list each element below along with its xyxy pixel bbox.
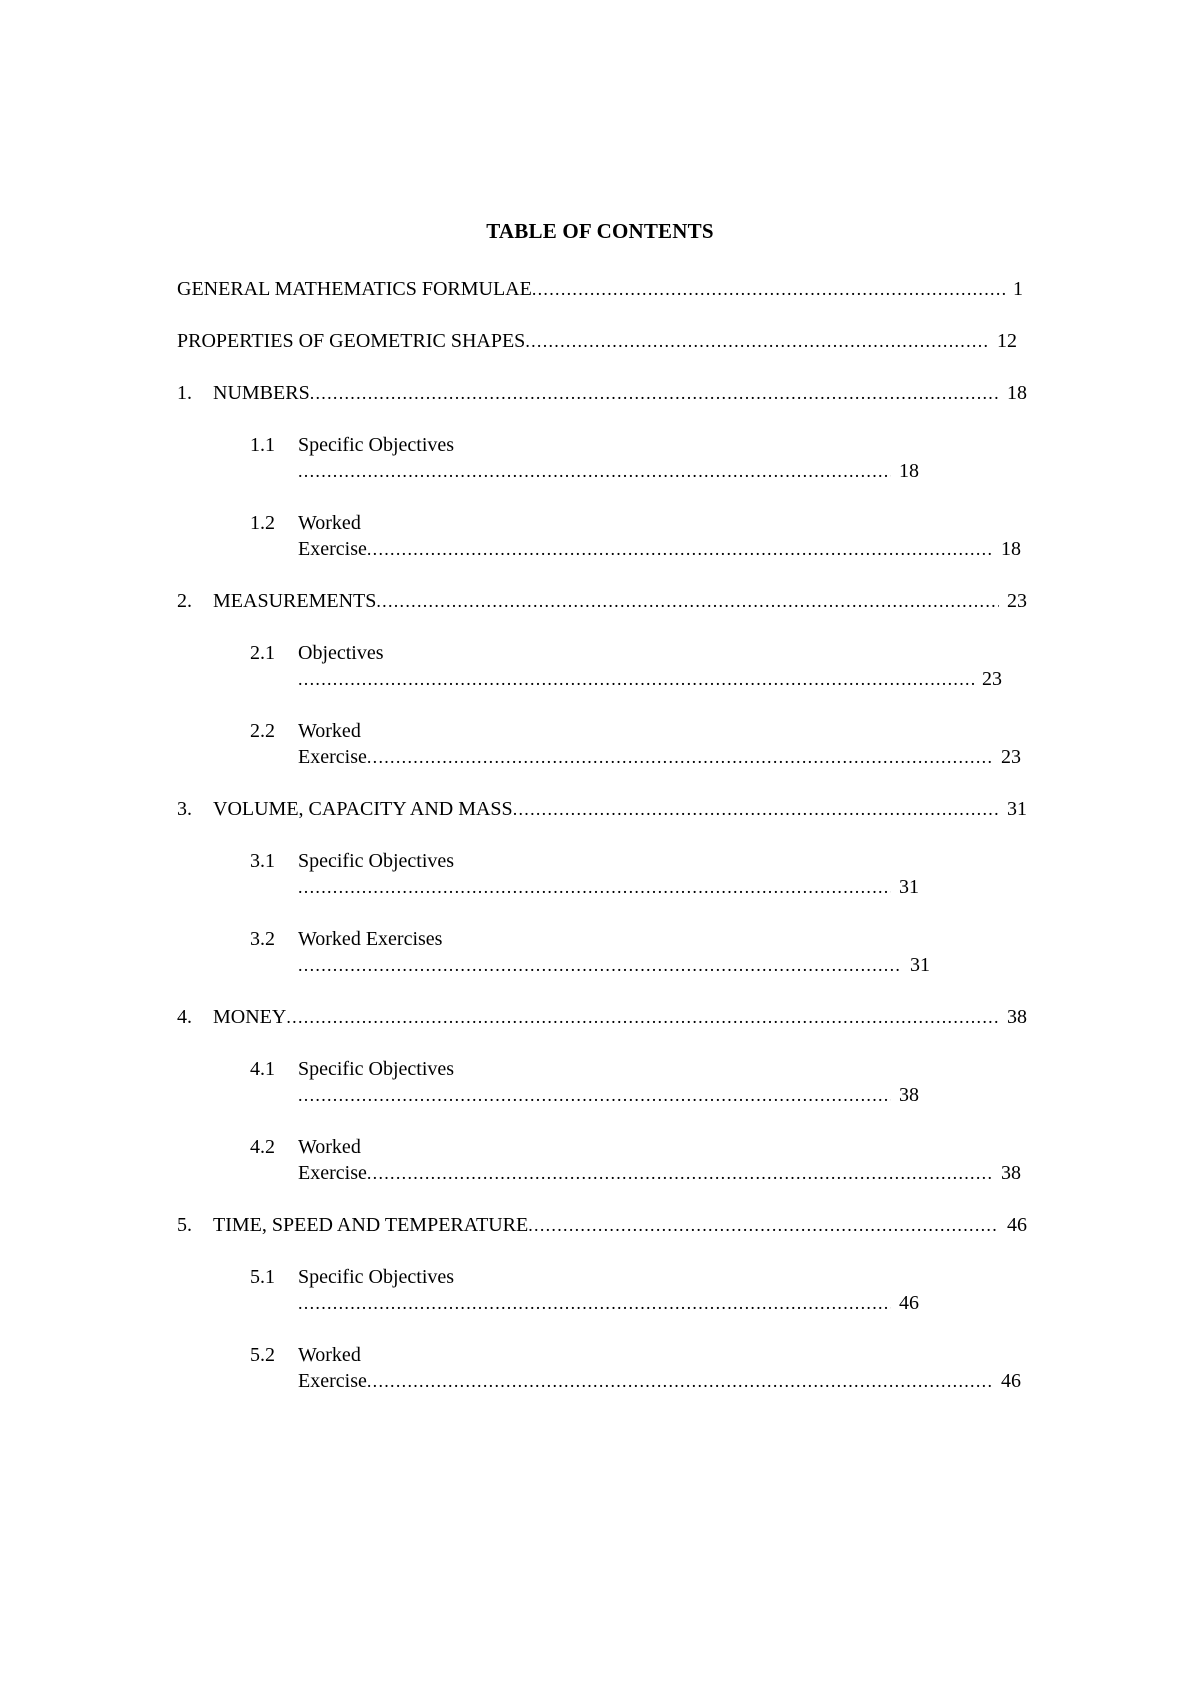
toc-entry-label[interactable]: Worked [298,1344,361,1366]
leader-dots [286,1004,999,1030]
leader-dots [298,458,891,484]
toc-entry-label[interactable]: Worked [298,720,361,742]
toc-entry-label: NUMBERS [213,382,310,404]
toc-entry-time-worked[interactable] [298,1368,1021,1394]
toc-entry-label-continued: Exercise [298,746,367,768]
toc-entry-geometric-shapes[interactable] [177,328,1017,354]
toc-entry-label: PROPERTIES OF GEOMETRIC SHAPES [177,330,526,352]
toc-entry-volume-worked[interactable] [298,952,930,978]
toc-entry-label-continued: Exercise [298,1370,367,1392]
toc-page-number: 38 [1007,1006,1027,1028]
toc-entry-measurements-worked[interactable] [298,744,1021,770]
subsection-number: 5.2 [250,1344,275,1366]
leader-dots [310,380,999,406]
toc-entry-label[interactable]: Worked [298,1136,361,1158]
leader-dots [367,536,993,562]
leader-dots [298,952,902,978]
toc-page-number: 23 [1007,590,1027,612]
subsection-number: 1.2 [250,512,275,534]
section-number: 1. [177,382,192,404]
toc-page-number: 38 [1001,1162,1021,1184]
leader-dots [525,328,989,354]
section-number: 3. [177,798,192,820]
toc-page-number: 31 [910,954,930,976]
toc-entry-numbers-objectives[interactable] [298,458,919,484]
toc-entry-label: TIME, SPEED AND TEMPERATURE [213,1214,529,1236]
toc-page-number: 18 [899,460,919,482]
toc-entry-label: MONEY [213,1006,287,1028]
toc-page-number: 18 [1001,538,1021,560]
toc-entry-label[interactable]: Worked [298,512,361,534]
toc-entry-volume-objectives[interactable] [298,874,919,900]
leader-dots [298,666,974,692]
subsection-number: 2.2 [250,720,275,742]
toc-entry-label[interactable]: Specific Objectives [298,1058,455,1080]
leader-dots [367,1368,993,1394]
toc-entry-numbers-worked[interactable] [298,536,1021,562]
toc-entry-time[interactable] [177,1212,1027,1238]
leader-dots [298,874,891,900]
toc-page-number: 23 [982,668,1002,690]
toc-page-number: 18 [1007,382,1027,404]
section-number: 4. [177,1006,192,1028]
leader-dots [367,744,993,770]
toc-entry-measurements-objectives[interactable] [298,666,1002,692]
toc-entry-label: VOLUME, CAPACITY AND MASS [213,798,513,820]
subsection-number: 5.1 [250,1266,275,1288]
toc-entry-label[interactable]: Worked Exercises [298,928,443,950]
toc-entry-label: GENERAL MATHEMATICS FORMULAE [177,278,532,300]
toc-page-number: 12 [997,330,1017,352]
toc-page-number: 46 [899,1292,919,1314]
toc-entry-label-continued: Exercise [298,1162,367,1184]
subsection-number: 2.1 [250,642,275,664]
toc-entry-money[interactable] [177,1004,1027,1030]
subsection-number: 1.1 [250,434,275,456]
subsection-number: 4.2 [250,1136,275,1158]
toc-entry-money-objectives[interactable] [298,1082,919,1108]
leader-dots [298,1082,891,1108]
toc-entry-label: MEASUREMENTS [213,590,377,612]
toc-page-number: 46 [1001,1370,1021,1392]
toc-entry-numbers[interactable] [177,380,1027,406]
toc-entry-measurements[interactable] [177,588,1027,614]
toc-entry-label[interactable]: Specific Objectives [298,1266,455,1288]
leader-dots [298,1290,891,1316]
toc-entry-time-objectives[interactable] [298,1290,919,1316]
subsection-number: 4.1 [250,1058,275,1080]
leader-dots [532,276,1005,302]
toc-entry-label-continued: Exercise [298,538,367,560]
toc-page-number: 31 [1007,798,1027,820]
toc-entry-volume[interactable] [177,796,1027,822]
section-number: 5. [177,1214,192,1236]
toc-entry-money-worked[interactable] [298,1160,1021,1186]
leader-dots [513,796,999,822]
toc-entry-label[interactable]: Specific Objectives [298,850,455,872]
toc-page-number: 1 [1013,278,1023,300]
page-title: TABLE OF CONTENTS [486,219,714,243]
toc-page-number: 46 [1007,1214,1027,1236]
section-number: 2. [177,590,192,612]
toc-entry-label[interactable]: Objectives [298,642,384,664]
toc-page-number: 31 [899,876,919,898]
toc-page-number: 23 [1001,746,1021,768]
leader-dots [376,588,999,614]
toc-page-number: 38 [899,1084,919,1106]
subsection-number: 3.2 [250,928,275,950]
toc-entry-label[interactable]: Specific Objectives [298,434,455,456]
leader-dots [367,1160,993,1186]
subsection-number: 3.1 [250,850,275,872]
leader-dots [528,1212,999,1238]
toc-entry-general-formulae[interactable] [177,276,1023,302]
